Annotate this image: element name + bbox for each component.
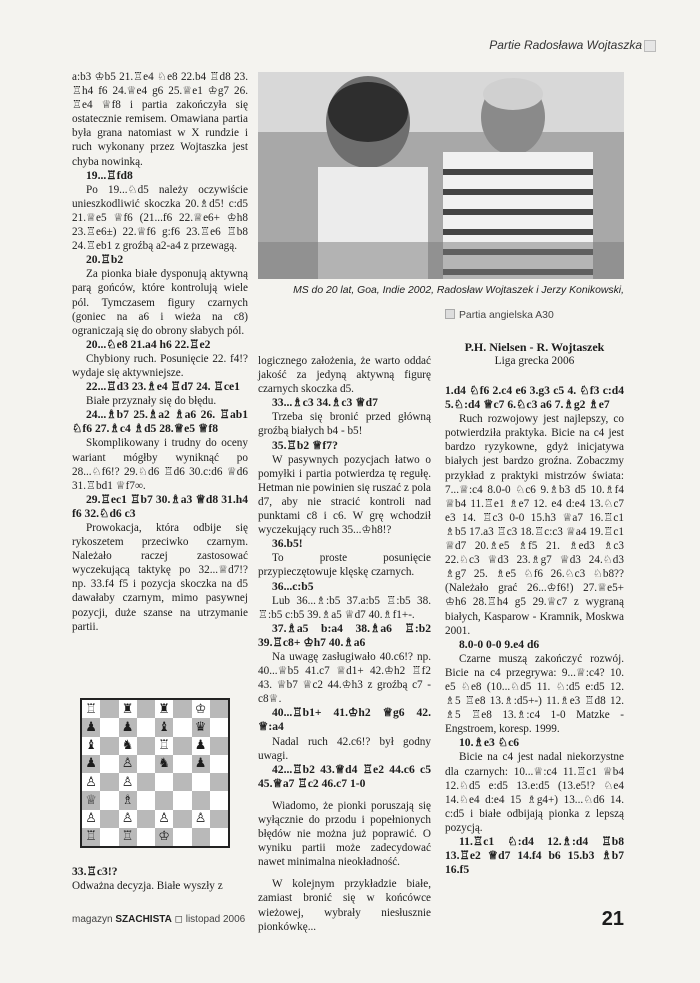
board-square xyxy=(173,755,191,773)
magazine-name: SZACHISTA xyxy=(115,914,172,925)
header-title: Partie Radosława Wojtaszka xyxy=(489,38,642,52)
board-square xyxy=(173,828,191,846)
board-square: ♖ xyxy=(85,701,97,717)
board-square xyxy=(100,755,118,773)
paragraph: Odważna decyzja. Białe wyszły z xyxy=(72,880,223,893)
board-square xyxy=(137,791,155,809)
game-players: P.H. Nielsen - R. Wojtaszek xyxy=(464,340,605,354)
board-square xyxy=(100,718,118,736)
board-square xyxy=(173,718,191,736)
board-square xyxy=(137,755,155,773)
paragraph: logicznego założenia, że warto oddać jakość za jedyną aktywną figurę czarnych skoczka d5. xyxy=(258,355,431,396)
board-square: ♟ xyxy=(82,755,100,773)
board-square: ♞ xyxy=(121,738,134,754)
board-square: ♔ xyxy=(194,701,207,717)
board-square xyxy=(155,773,173,791)
board-square xyxy=(210,755,228,773)
move-line: 22...♖d3 23.♗e4 ♖d7 24. ♖ce1 xyxy=(86,380,240,394)
move-line: 19...♖fd8 xyxy=(86,168,133,182)
paragraph: W pasywnych pozycjach łatwo o pomyłki i partia potwierdza tę regułę. Hetman nie powinien się ruszać z pola d7, aby nie stracić kontroli nad punktami c8 i c6. W grę wchodził wyczekujący ruch 35...♔h8!? xyxy=(258,453,431,537)
move-line: 36.b5! xyxy=(272,537,303,551)
board-square xyxy=(210,791,228,809)
move-line: 29.♖ec1 ♖b7 30.♗a3 ♕d8 31.h4 f6 32.♘d6 c3 xyxy=(72,492,248,520)
board-square xyxy=(137,773,155,791)
board-square xyxy=(100,700,118,718)
board-square: ♝ xyxy=(85,738,97,754)
move-line: 35.♖b2 ♕f7? xyxy=(272,438,338,452)
board-square xyxy=(210,737,228,755)
move-line: 33.♖c3!? xyxy=(72,865,118,878)
move-line: 33...♗c3 34.♗c3 ♕d7 xyxy=(272,396,378,410)
move-line: 37.♗a5 b:a4 38.♗a6 ♖:b2 39.♖c8+ ♔h7 40.♗a6 xyxy=(258,621,431,649)
board-square xyxy=(173,700,191,718)
game-event: Liga grecka 2006 xyxy=(494,355,575,367)
opening-square-icon xyxy=(445,309,455,319)
column-1 xyxy=(72,70,248,634)
board-square xyxy=(192,773,210,791)
board-square: ♜ xyxy=(121,701,134,717)
board-square xyxy=(137,828,155,846)
paragraph: Prowokacja, która odbije się rykoszetem przeciwko czarnym. Należało raczej zastosować wyczekującą taktykę po 32...♕d7!? np. 33.f4 f5 i pozycja skoczka na d5 dawałaby czarnym, mimo pasywnej pozycji, duże szanse na utrzymanie partii. xyxy=(72,522,248,633)
paragraph: Trzeba się bronić przed główną groźbą białych b4 - b5! xyxy=(258,411,431,438)
paragraph: W kolejnym przykładzie białe, zamiast bronić się w końcówce wieżowej, wybrały niesłusznie pionkówkę... xyxy=(258,878,431,933)
move-line: 20.♖b2 xyxy=(86,253,124,267)
paragraph: Ruch rozwojowy jest najlepszy, co potwierdziła praktyka. Bicie na c4 jest bardzo ryzykowne, gdyż inicjatywa białych jest bardzo groźna. Zobaczmy przykład z praktyki mistrzów świata: 7...♕:c4 8.0-0 ♘c6 9.♗b3 d5 10.♗f4 ♕b4 11.♖e1 ♗e7 12. e4 d:e4 13.♘c7 e3 14. ♖c3 0-0 15.h3 ♕a7 16.♖c1 ♗b5 17.a3 ♖c3 18.♖c:c3 ♕a4 19.♖c1 ♕d7 20.♗e5 ♗f5 21. ♗ed3 ♗c3 22.♘c3 ♕d3 23.♗g7 ♕d3 24.♘d3 ♗g7 25. ♗e5 ♘f6 26.♘c3 ♘b8?? (Należało grać 26...♔f6!) 27.♕e5+ ♔h6 28.♖h4 g5 29.♕c7 z wygraną białych, Kasparow - Kramnik, Moskwa 2001. xyxy=(445,413,624,637)
board-square: ♙ xyxy=(194,811,207,827)
board-square xyxy=(210,828,228,846)
paragraph xyxy=(258,791,431,799)
paragraph: To proste posunięcie przypieczętowuje klęskę czarnych. xyxy=(258,552,431,579)
board-square xyxy=(210,700,228,718)
paragraph: Chybiony ruch. Posunięcie 22. f4!? wydaje się aktywniejsze. xyxy=(72,352,248,379)
move-line: 20...♘e8 21.a4 h6 22.♖e2 xyxy=(86,337,211,351)
column-1-continuation xyxy=(72,865,248,893)
board-square: ♕ xyxy=(82,791,100,809)
paragraph: Wiadomo, że pionki poruszają się wyłącznie do przodu i popełnionych błędów nie można już poprawić. O wyniku partii może zadecydować nawet minimalna nieokładność. xyxy=(258,799,431,869)
board-square xyxy=(100,810,118,828)
header-square-icon xyxy=(644,40,656,52)
board-square: ♙ xyxy=(158,811,170,827)
move-line: 10.♗e3 ♘c6 xyxy=(459,736,520,750)
board-square xyxy=(210,718,228,736)
footer-separator: ◻ xyxy=(174,914,183,925)
magazine-prefix: magazyn xyxy=(72,914,113,925)
move-line: 36...c:b5 xyxy=(272,579,314,593)
paragraph: Lub 36...♗:b5 37.a:b5 ♖:b5 38. ♖:b5 c:b5 39.♗a5 ♕d7 40.♗f1+-. xyxy=(258,594,431,621)
board-square xyxy=(137,737,155,755)
move-line: 40...♖b1+ 41.♔h2 ♕g6 42. ♕:a4 xyxy=(258,706,431,734)
board-square xyxy=(173,737,191,755)
paragraph: Bicie na c4 jest nadal niekorzystne dla czarnych: 10...♕:c4 11.♖c1 ♕b4 12.♘d5 e:d5 13.e:d5 (13.e5!? ♘e4 14.♘e4 d:e4 15 ♗g4+) 13...♘d6 14. c:d5 i białe odbijają pionka z lepszą pozycją. xyxy=(445,751,624,834)
board-square: ♖ xyxy=(82,828,100,846)
paragraph: Za pionka białe dysponują aktywną parą gońców, które kontrolują wiele pól. Tymczasem figury czarnych (goniec na a6 i wieża na c8) ograniczają się do obrony słabych pól. xyxy=(72,268,248,337)
issue-date: listopad 2006 xyxy=(185,914,246,925)
opening-tag xyxy=(445,309,554,321)
board-square: ♔ xyxy=(155,828,173,846)
board-square: ♟ xyxy=(192,755,210,773)
board-square xyxy=(100,791,118,809)
move-line: 1.d4 ♘f6 2.c4 e6 3.g3 c5 4. ♘f3 c:d4 5.♘:d4 ♕c7 6.♘c3 a6 7.♗g2 ♗e7 xyxy=(445,384,624,412)
board-square: ♝ xyxy=(155,718,173,736)
photo xyxy=(258,72,624,279)
board-square: ♞ xyxy=(155,755,173,773)
column-2 xyxy=(258,354,431,934)
board-square xyxy=(137,810,155,828)
paragraph: Skomplikowany i trudny do oceny wariant mógłby wyniknąć po 28...♘f6!? 29.♘d6 ♖d6 30.c:d6 ♕d6 31.♖bd1 ♕f7∞. xyxy=(72,437,248,492)
paragraph xyxy=(258,869,431,877)
board-square xyxy=(137,718,155,736)
board-square: ♟ xyxy=(194,738,207,754)
board-square xyxy=(100,773,118,791)
board-square: ♙ xyxy=(121,811,134,827)
page-number: 21 xyxy=(601,908,624,930)
board-square xyxy=(100,828,118,846)
board-square xyxy=(173,791,191,809)
paragraph: a:b3 ♔b5 21.♖e4 ♘e8 22.b4 ♖d8 23. ♖h4 f6 24.♕e4 g6 25.♕e1 ♔g7 26. ♖e4 ♕f8 i partia zakończyła się ostatecznie remisem. Omawiana partia była grana natomiast w X rundzie i ruch wykonany przez Wojtaszka jest chyba nowinką. xyxy=(72,71,248,168)
move-line: 42...♖b2 43.♕d4 ♖e2 44.c6 c5 45.♕a7 ♖c2 46.c7 1-0 xyxy=(258,762,431,790)
board-square: ♛ xyxy=(192,718,210,736)
board-square: ♙ xyxy=(121,774,134,790)
footer xyxy=(72,914,245,925)
board-square: ♙ xyxy=(119,755,137,773)
game-heading xyxy=(445,340,624,367)
board-square: ♗ xyxy=(119,791,137,809)
move-line: 24...♗b7 25.♗a2 ♗a6 26. ♖ab1 ♘f6 27.♗c4 ♗d5 28.♕e5 ♕f8 xyxy=(72,408,248,436)
board-square xyxy=(192,828,210,846)
board-square xyxy=(137,700,155,718)
paragraph: Nadal ruch 42.c6!? był godny uwagi. xyxy=(258,735,431,762)
paragraph: Białe przyznały się do błędu. xyxy=(86,395,217,408)
photo-caption: MS do 20 lat, Goa, Indie 2002, Radosław Wojtaszek i Jerzy Konikowski, xyxy=(293,285,624,296)
paragraph: Po 19...♘d5 należy oczywiście unieszkodliwić skoczka 20.♗d5! c:d5 21.♕e5 ♕f6 (21...f6 22.♕e6+ ♔h8 23.♖e6±) 22.♕f6 g:f6 23.♖e6 ♖b8 24.♖eb1 z groźbą a2-a4 z przewagą. xyxy=(72,183,248,253)
board-square: ♜ xyxy=(158,701,170,717)
board-square xyxy=(173,810,191,828)
board-square xyxy=(192,791,210,809)
photo-illustration xyxy=(258,72,624,279)
chess-diagram xyxy=(80,698,230,848)
column-3 xyxy=(445,384,624,877)
board-square: ♖ xyxy=(119,828,137,846)
board-square: ♟ xyxy=(82,718,100,736)
move-line: 11.♖c1 ♘:d4 12.♗:d4 ♖b8 13.♖e2 ♕d7 14.f4 b6 15.b3 ♗b7 16.f5 xyxy=(445,835,624,877)
board-square xyxy=(210,810,228,828)
paragraph: Na uwagę zasługiwało 40.c6!? np. 40...♕b5 41.c7 ♕d1+ 42.♔h2 ♖f2 43. ♕b7 ♕c2 44.♔h3 z groźbą c7 - c8♕. xyxy=(258,650,431,706)
paragraph: Czarne muszą zakończyć rozwój. Bicie na c4 przegrywa: 9...♕:c4? 10. e5 ♘e8 (10...♘d5 11. ♘:d5 e:d5 12. ♗5 ♖e8 13.♗:d5+-) 11.♗e3 ♖d8 12. ♗5 ♖e8 13.♗:c4 1-0 Matzke - Engstroem, koresp. 1999. xyxy=(445,652,624,736)
board-square: ♙ xyxy=(85,774,97,790)
board-square xyxy=(100,737,118,755)
board-square: ♖ xyxy=(158,738,170,754)
opening-label: Partia angielska A30 xyxy=(459,310,554,321)
board-square xyxy=(210,773,228,791)
board-square xyxy=(155,791,173,809)
move-line: 8.0-0 0-0 9.e4 d6 xyxy=(459,637,540,651)
board-square: ♙ xyxy=(85,811,97,827)
board-square: ♟ xyxy=(119,718,137,736)
board-square xyxy=(173,773,191,791)
